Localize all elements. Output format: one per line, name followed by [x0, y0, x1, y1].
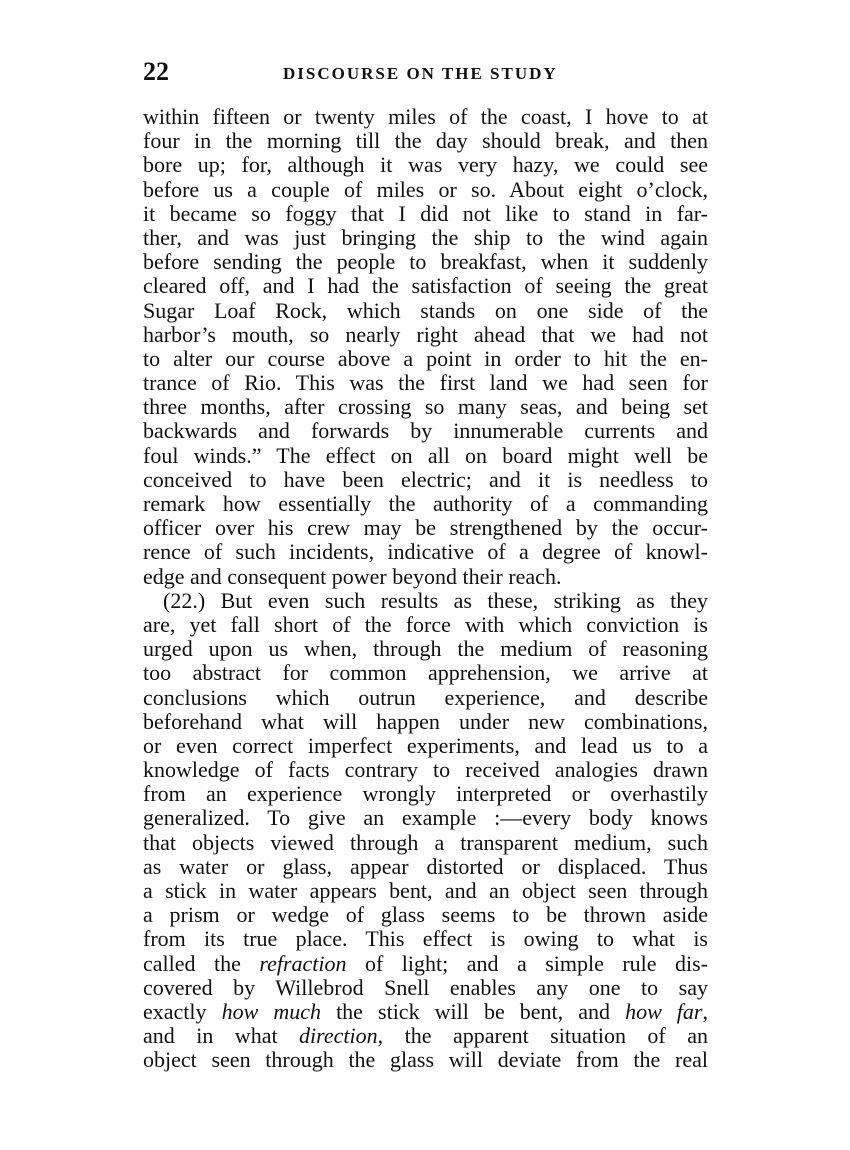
text-line-26: beforehand what will happen under new combinations, [143, 708, 708, 734]
running-title: DISCOURSE ON THE STUDY [283, 64, 558, 83]
text-line-1: within fifteen or twenty miles of the coast, I hove to at [143, 104, 708, 129]
italic-term-refraction: refraction [259, 950, 347, 976]
italic-term-how-much: how much [221, 998, 321, 1024]
text-line-23: urged upon us when, through the medium of reasoning [143, 636, 708, 662]
text-line-13: three months, after crossing so many seas, and being set [143, 394, 708, 420]
text-line-19: rence of such incidents, indicative of a degree of knowl- [143, 539, 708, 565]
text-line-11: to alter our course above a point in order to hit the en- [143, 345, 708, 371]
text-line-28: knowledge of facts contrary to received analogies drawn [143, 757, 708, 783]
text-line-2: four in the morning till the day should break, and then [143, 128, 708, 154]
text-line-25: conclusions which outrun experience, and describe [143, 684, 708, 710]
text-line-10: harbor’s mouth, so nearly right ahead that we had not [143, 321, 708, 347]
running-head [143, 56, 708, 92]
body-text [143, 105, 708, 1073]
text-line-14: backwards and forwards by innumerable currents and [143, 418, 708, 444]
text-line-34: a prism or wedge of glass seems to be thrown aside [143, 902, 708, 928]
text-line-39: and in what direction, the apparent situation of an [143, 1023, 708, 1049]
text-line-40: object seen through the glass will deviate from the real [143, 1047, 708, 1073]
text-line-16: conceived to have been electric; and it is needless to [143, 466, 708, 492]
text-line-18: officer over his crew may be strengthened by the occur- [143, 515, 708, 541]
text-line-3: bore up; for, although it was very hazy, we could see [143, 152, 708, 178]
text-line-24: too abstract for common apprehension, we arrive at [143, 660, 708, 686]
text-line-12: trance of Rio. This was the first land we had seen for [143, 370, 708, 396]
text-line-36: called the refraction of light; and a simple rule dis- [143, 950, 708, 976]
text-line-22: are, yet fall short of the force with which conviction is [143, 611, 708, 637]
text-line-5: it became so foggy that I did not like to stand in far- [143, 200, 708, 226]
text-line-6: ther, and was just bringing the ship to the wind again [143, 224, 708, 250]
text-line-17: remark how essentially the authority of a commanding [143, 491, 708, 516]
italic-term-how-far: how far [625, 998, 703, 1024]
italic-term-direction: direction [299, 1023, 378, 1049]
text-line-9: Sugar Loaf Rock, which stands on one side of the [143, 297, 708, 323]
text-line-20: edge and consequent power beyond their reach. [143, 563, 562, 589]
text-line-35: from its true place. This effect is owing to what is [143, 926, 708, 952]
text-line-33: a stick in water appears bent, and an object seen through [143, 878, 708, 903]
text-line-15: foul winds.” The effect on all on board might well be [143, 442, 708, 468]
page-number: 22 [143, 57, 169, 86]
text-line-37: covered by Willebrod Snell enables any one to say [143, 974, 708, 1000]
text-line-29: from an experience wrongly interpreted or overhastily [143, 781, 708, 807]
text-line-38: exactly how much the stick will be bent, and how far, [143, 998, 708, 1024]
text-line-32: as water or glass, appear distorted or displaced. Thus [143, 853, 708, 879]
text-line-4: before us a couple of miles or so. About eight o’clock, [143, 176, 708, 202]
text-line-27: or even correct imperfect experiments, and lead us to a [143, 732, 708, 758]
text-line-31: that objects viewed through a transparent medium, such [143, 829, 708, 855]
text-line-21: (22.) But even such results as these, striking as they [163, 587, 708, 613]
text-line-8: cleared off, and I had the satisfaction of seeing the great [143, 273, 708, 299]
text-line-7: before sending the people to breakfast, when it suddenly [143, 249, 708, 275]
text-line-30: generalized. To give an example :—every body knows [143, 805, 708, 831]
